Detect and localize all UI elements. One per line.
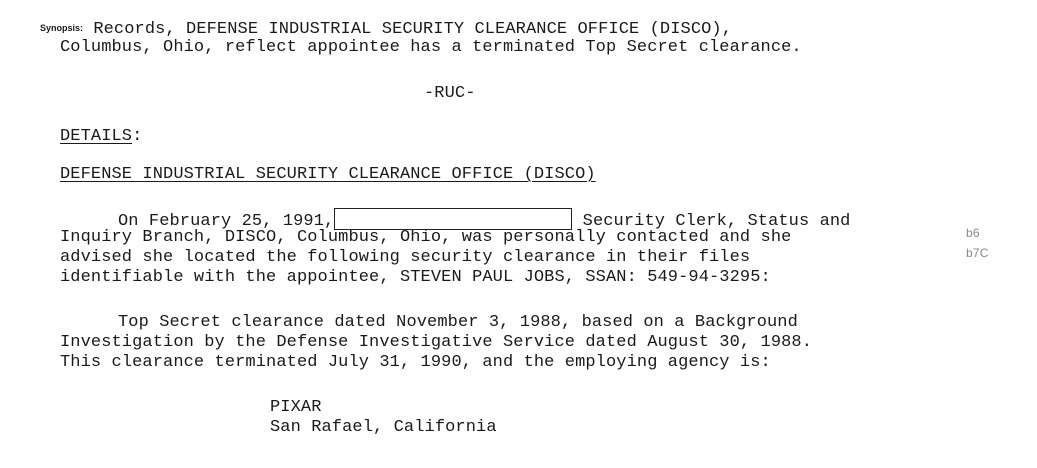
paragraph1-line-3: advised she located the following security clearance in their files bbox=[60, 248, 751, 267]
ruc-marker: -RUC- bbox=[424, 84, 476, 103]
employer-location: San Rafael, California bbox=[270, 418, 497, 437]
synopsis-line-2: Columbus, Ohio, reflect appointee has a terminated Top Secret clearance. bbox=[60, 38, 802, 57]
paragraph1-line-4: identifiable with the appointee, STEVEN PAUL JOBS, SSAN: 549-94-3295: bbox=[60, 268, 771, 287]
exemption-code-b6: b6 bbox=[966, 226, 980, 240]
exemption-code-b7c: b7C bbox=[966, 246, 989, 260]
synopsis-text-1: Records, DEFENSE INDUSTRIAL SECURITY CLEARANCE OFFICE (DISCO), bbox=[83, 20, 733, 39]
details-heading: DETAILS bbox=[60, 127, 133, 146]
paragraph2-line-3: This clearance terminated July 31, 1990, and the employing agency is: bbox=[60, 353, 771, 372]
paragraph1-text-1b: Security Clerk, Status and bbox=[572, 212, 851, 231]
paragraph1-text-1a: On February 25, 1991, bbox=[118, 212, 335, 231]
paragraph2-line-1: Top Secret clearance dated November 3, 1988, based on a Background bbox=[118, 313, 798, 332]
details-colon: : bbox=[132, 127, 143, 146]
synopsis-line-1 bbox=[40, 18, 732, 40]
paragraph1-line-2: Inquiry Branch, DISCO, Columbus, Ohio, was personally contacted and she bbox=[60, 228, 792, 247]
paragraph2-line-2: Investigation by the Defense Investigative Service dated August 30, 1988. bbox=[60, 333, 813, 352]
synopsis-label: Synopsis: bbox=[40, 23, 84, 33]
section-heading: DEFENSE INDUSTRIAL SECURITY CLEARANCE OFFICE (DISCO) bbox=[60, 165, 596, 184]
employer-name: PIXAR bbox=[270, 398, 322, 417]
redaction-box bbox=[334, 208, 572, 230]
details-heading-line bbox=[60, 127, 142, 147]
